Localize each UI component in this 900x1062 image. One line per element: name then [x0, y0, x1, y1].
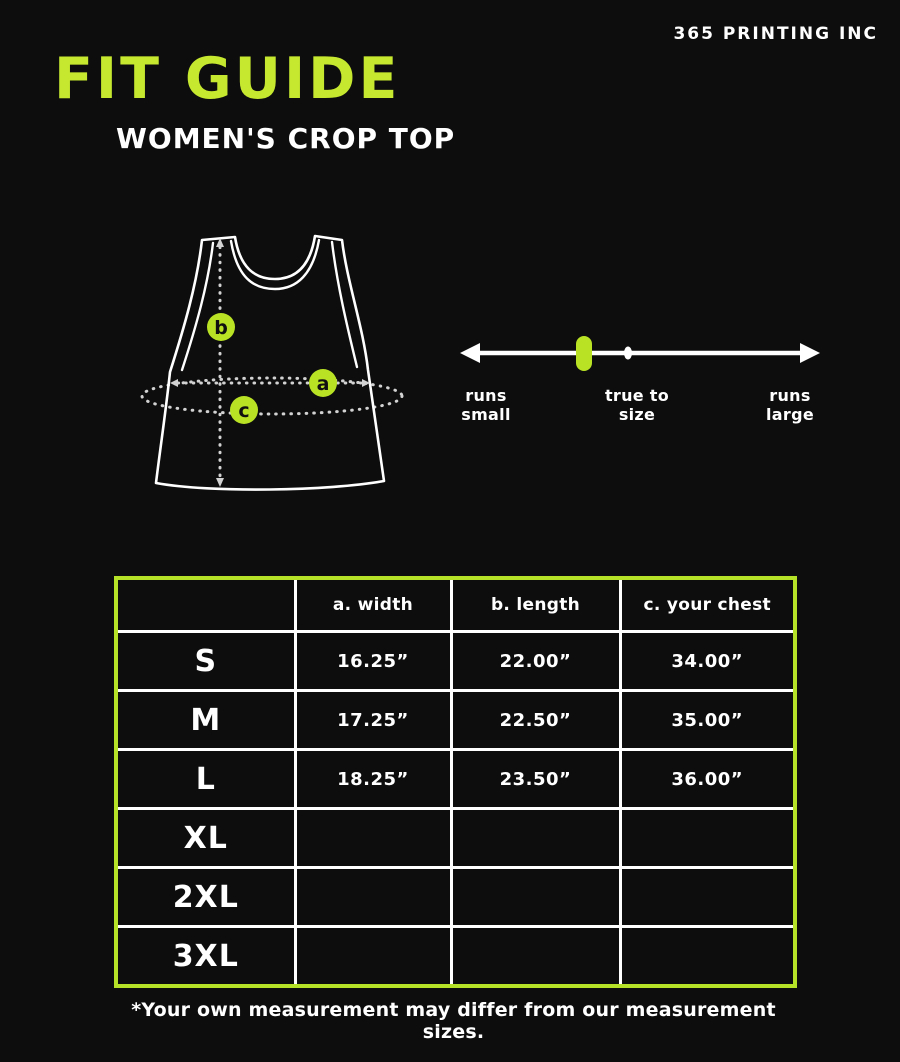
scale-label-line: small	[461, 405, 511, 424]
length-cell	[451, 809, 620, 868]
crop-top-diagram	[120, 200, 420, 510]
table-header-row	[116, 578, 795, 632]
header-chest: c. your chest	[620, 578, 795, 632]
fit-scale-arrow-left	[460, 343, 480, 363]
table-row	[116, 809, 795, 868]
size-cell: 2XL	[116, 868, 295, 927]
fit-scale-handle	[576, 336, 592, 371]
width-cell	[295, 927, 451, 987]
table-row	[116, 868, 795, 927]
width-cell	[295, 809, 451, 868]
scale-label-runs-small	[444, 386, 528, 424]
size-cell: XL	[116, 809, 295, 868]
size-cell: 3XL	[116, 927, 295, 987]
header-width: a. width	[295, 578, 451, 632]
table-row	[116, 750, 795, 809]
length-cell: 22.00”	[451, 632, 620, 691]
length-cell: 22.50”	[451, 691, 620, 750]
length-cell: 23.50”	[451, 750, 620, 809]
page-title: FIT GUIDE	[54, 46, 401, 112]
true-to-size-dot	[624, 347, 632, 360]
scale-label-runs-large	[748, 386, 832, 424]
scale-label-line: true to	[604, 386, 670, 405]
garment-outline	[156, 236, 384, 490]
scale-label-true-to-size	[583, 386, 691, 424]
brand-name: 365 PRINTING INC	[673, 24, 878, 44]
scale-label-line: large	[766, 405, 814, 424]
chest-cell	[620, 809, 795, 868]
marker-a-label: a	[316, 373, 330, 395]
length-cell	[451, 868, 620, 927]
length-arrow-bottom	[216, 478, 224, 487]
width-cell: 16.25”	[295, 632, 451, 691]
scale-label-line: runs	[465, 386, 507, 405]
table-row	[116, 691, 795, 750]
table-row	[116, 632, 795, 691]
header-size	[116, 578, 295, 632]
scale-label-line: runs	[769, 386, 811, 405]
armhole-seam-left	[182, 243, 213, 370]
chest-cell: 35.00”	[620, 691, 795, 750]
width-cell: 17.25”	[295, 691, 451, 750]
marker-b-label: b	[214, 317, 228, 339]
page-subtitle: WOMEN'S CROP TOP	[116, 122, 456, 155]
size-cell: S	[116, 632, 295, 691]
footnote: *Your own measurement may differ from our measurement sizes.	[131, 999, 776, 1043]
width-cell	[295, 868, 451, 927]
width-arrow-left	[170, 379, 178, 387]
length-cell	[451, 927, 620, 987]
size-cell: L	[116, 750, 295, 809]
size-cell: M	[116, 691, 295, 750]
marker-c-label: c	[238, 400, 250, 422]
chest-cell: 34.00”	[620, 632, 795, 691]
chest-cell	[620, 868, 795, 927]
fit-scale-arrow-right	[800, 343, 820, 363]
table-row	[116, 927, 795, 987]
header-length: b. length	[451, 578, 620, 632]
size-chart-table	[114, 576, 797, 988]
scale-label-line: size	[618, 405, 656, 424]
chest-cell: 36.00”	[620, 750, 795, 809]
chest-cell	[620, 927, 795, 987]
fit-scale	[440, 310, 840, 380]
width-cell: 18.25”	[295, 750, 451, 809]
